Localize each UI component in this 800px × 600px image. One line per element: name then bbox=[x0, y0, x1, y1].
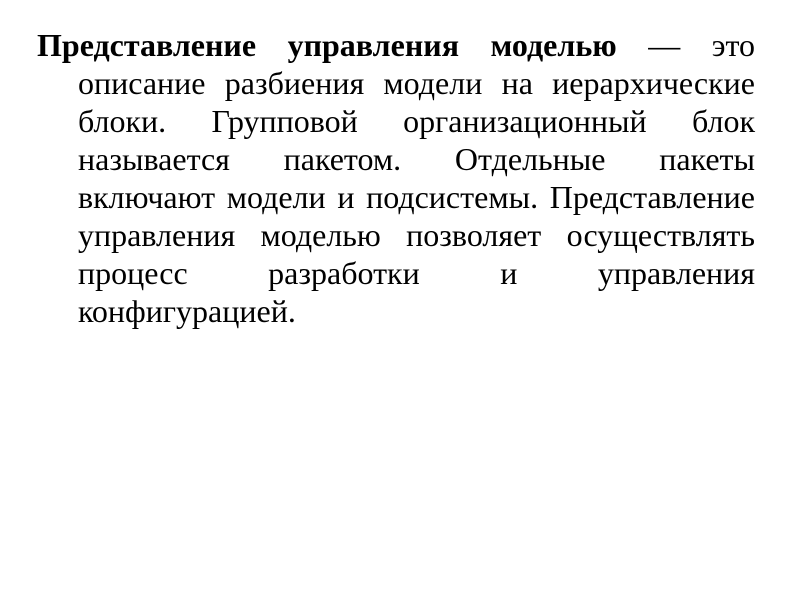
defined-term: Представление управления моделью bbox=[37, 27, 617, 63]
definition-paragraph bbox=[37, 26, 755, 330]
definition-text: это описание разбиения модели на иерархические блоки. Групповой организационный блок называется пакетом. Отдельные пакеты включают модели и подсистемы. Представление управления моделью позволяет осуществлять процесс разработки и управления конфигурацией. bbox=[78, 27, 755, 329]
em-dash: — bbox=[616, 27, 712, 63]
